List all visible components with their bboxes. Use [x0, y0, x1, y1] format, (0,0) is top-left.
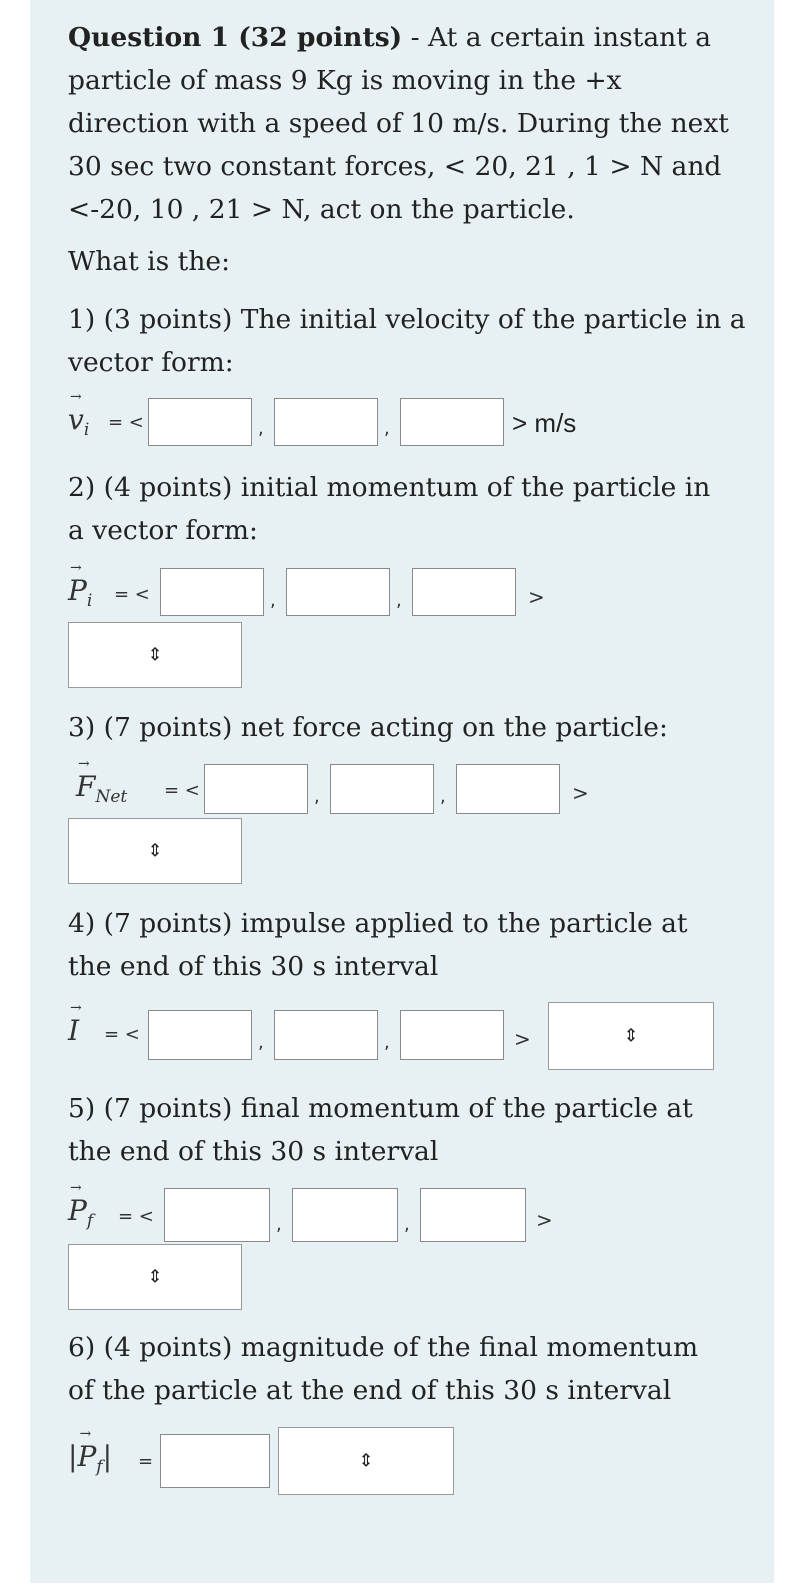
comma: ,: [258, 418, 264, 439]
comma: ,: [314, 786, 320, 807]
equals-open-bracket: = <: [108, 412, 144, 433]
velocity-unit: > m/s: [512, 408, 577, 438]
impulse-unit-select[interactable]: [548, 1002, 714, 1070]
net-force-x-input[interactable]: [204, 764, 308, 814]
part-1-prompt: 1) (3 points) The initial velocity of the particle in a vector form:: [68, 304, 746, 378]
chevron-updown-icon: ⇕: [147, 1266, 163, 1288]
stem-text: <-20, 10 , 21 > N, act on the particle.: [68, 194, 575, 225]
momentum-initial-x-input[interactable]: [160, 568, 264, 616]
impulse-x-input[interactable]: [148, 1010, 252, 1060]
part-5-prompt: 5) (7 points) final momentum of the particle at the end of this 30 s interval: [68, 1093, 693, 1167]
comma: ,: [396, 590, 402, 611]
stem-text: 30 sec two constant forces, < 20, 21 , 1 > N and: [68, 151, 722, 182]
net-force-unit-select[interactable]: [68, 818, 242, 884]
momentum-initial-symbol: → $P_i$: [68, 560, 93, 611]
momentum-final-z-input[interactable]: [420, 1188, 526, 1242]
close-bracket: >: [536, 1208, 553, 1232]
momentum-magnitude-unit-select[interactable]: [278, 1427, 454, 1495]
impulse-symbol: → I: [68, 1000, 82, 1047]
comma: ,: [270, 590, 276, 611]
stem-text: direction with a speed of 10 m/s. During the next: [68, 108, 729, 139]
equals-open-bracket: = <: [164, 780, 200, 801]
net-force-z-input[interactable]: [456, 764, 560, 814]
momentum-final-symbol: → $P_f$: [68, 1180, 94, 1231]
close-bracket: >: [528, 585, 545, 609]
part-4-prompt: 4) (7 points) impulse applied to the particle at the end of this 30 s interval: [68, 908, 688, 982]
velocity-y-input[interactable]: [274, 398, 378, 446]
equals-open-bracket: = <: [118, 1206, 154, 1227]
chevron-updown-icon: ⇕: [147, 644, 163, 666]
momentum-initial-unit-select[interactable]: [68, 622, 242, 688]
close-bracket: >: [514, 1027, 531, 1051]
stem-text: - At a certain instant a: [402, 22, 712, 53]
question-stem: [68, 16, 758, 231]
comma: ,: [384, 418, 390, 439]
comma: ,: [440, 786, 446, 807]
velocity-symbol: → $v_i$: [68, 389, 90, 440]
what-is-label: What is the:: [68, 246, 231, 277]
chevron-updown-icon: ⇕: [147, 840, 163, 862]
impulse-y-input[interactable]: [274, 1010, 378, 1060]
part-6-prompt: 6) (4 points) magnitude of the final momentum of the particle at the end of this 30 s interval: [68, 1332, 699, 1406]
velocity-z-input[interactable]: [400, 398, 504, 446]
comma: ,: [276, 1214, 282, 1235]
question-title: Question 1 (32 points): [68, 22, 403, 53]
equals-sign: =: [138, 1451, 154, 1472]
part-3-prompt: 3) (7 points) net force acting on the particle:: [68, 712, 668, 743]
comma: ,: [258, 1032, 264, 1053]
momentum-initial-z-input[interactable]: [412, 568, 516, 616]
stem-text: particle of mass 9 Kg is moving in the +x: [68, 65, 622, 96]
equals-open-bracket: = <: [114, 584, 150, 605]
chevron-updown-icon: ⇕: [623, 1025, 639, 1047]
momentum-final-unit-select[interactable]: [68, 1244, 242, 1310]
momentum-final-x-input[interactable]: [164, 1188, 270, 1242]
net-force-symbol: → $F_{Net}$: [76, 756, 128, 807]
chevron-updown-icon: ⇕: [358, 1450, 374, 1472]
momentum-magnitude-input[interactable]: [160, 1434, 270, 1488]
comma: ,: [404, 1214, 410, 1235]
close-bracket: >: [572, 781, 589, 805]
comma: ,: [384, 1032, 390, 1053]
equals-open-bracket: = <: [104, 1024, 140, 1045]
part-2-prompt: 2) (4 points) initial momentum of the particle in a vector form:: [68, 472, 711, 546]
momentum-magnitude-symbol: | → $P_f|$: [68, 1426, 113, 1477]
net-force-y-input[interactable]: [330, 764, 434, 814]
momentum-initial-y-input[interactable]: [286, 568, 390, 616]
velocity-x-input[interactable]: [148, 398, 252, 446]
momentum-final-y-input[interactable]: [292, 1188, 398, 1242]
impulse-z-input[interactable]: [400, 1010, 504, 1060]
